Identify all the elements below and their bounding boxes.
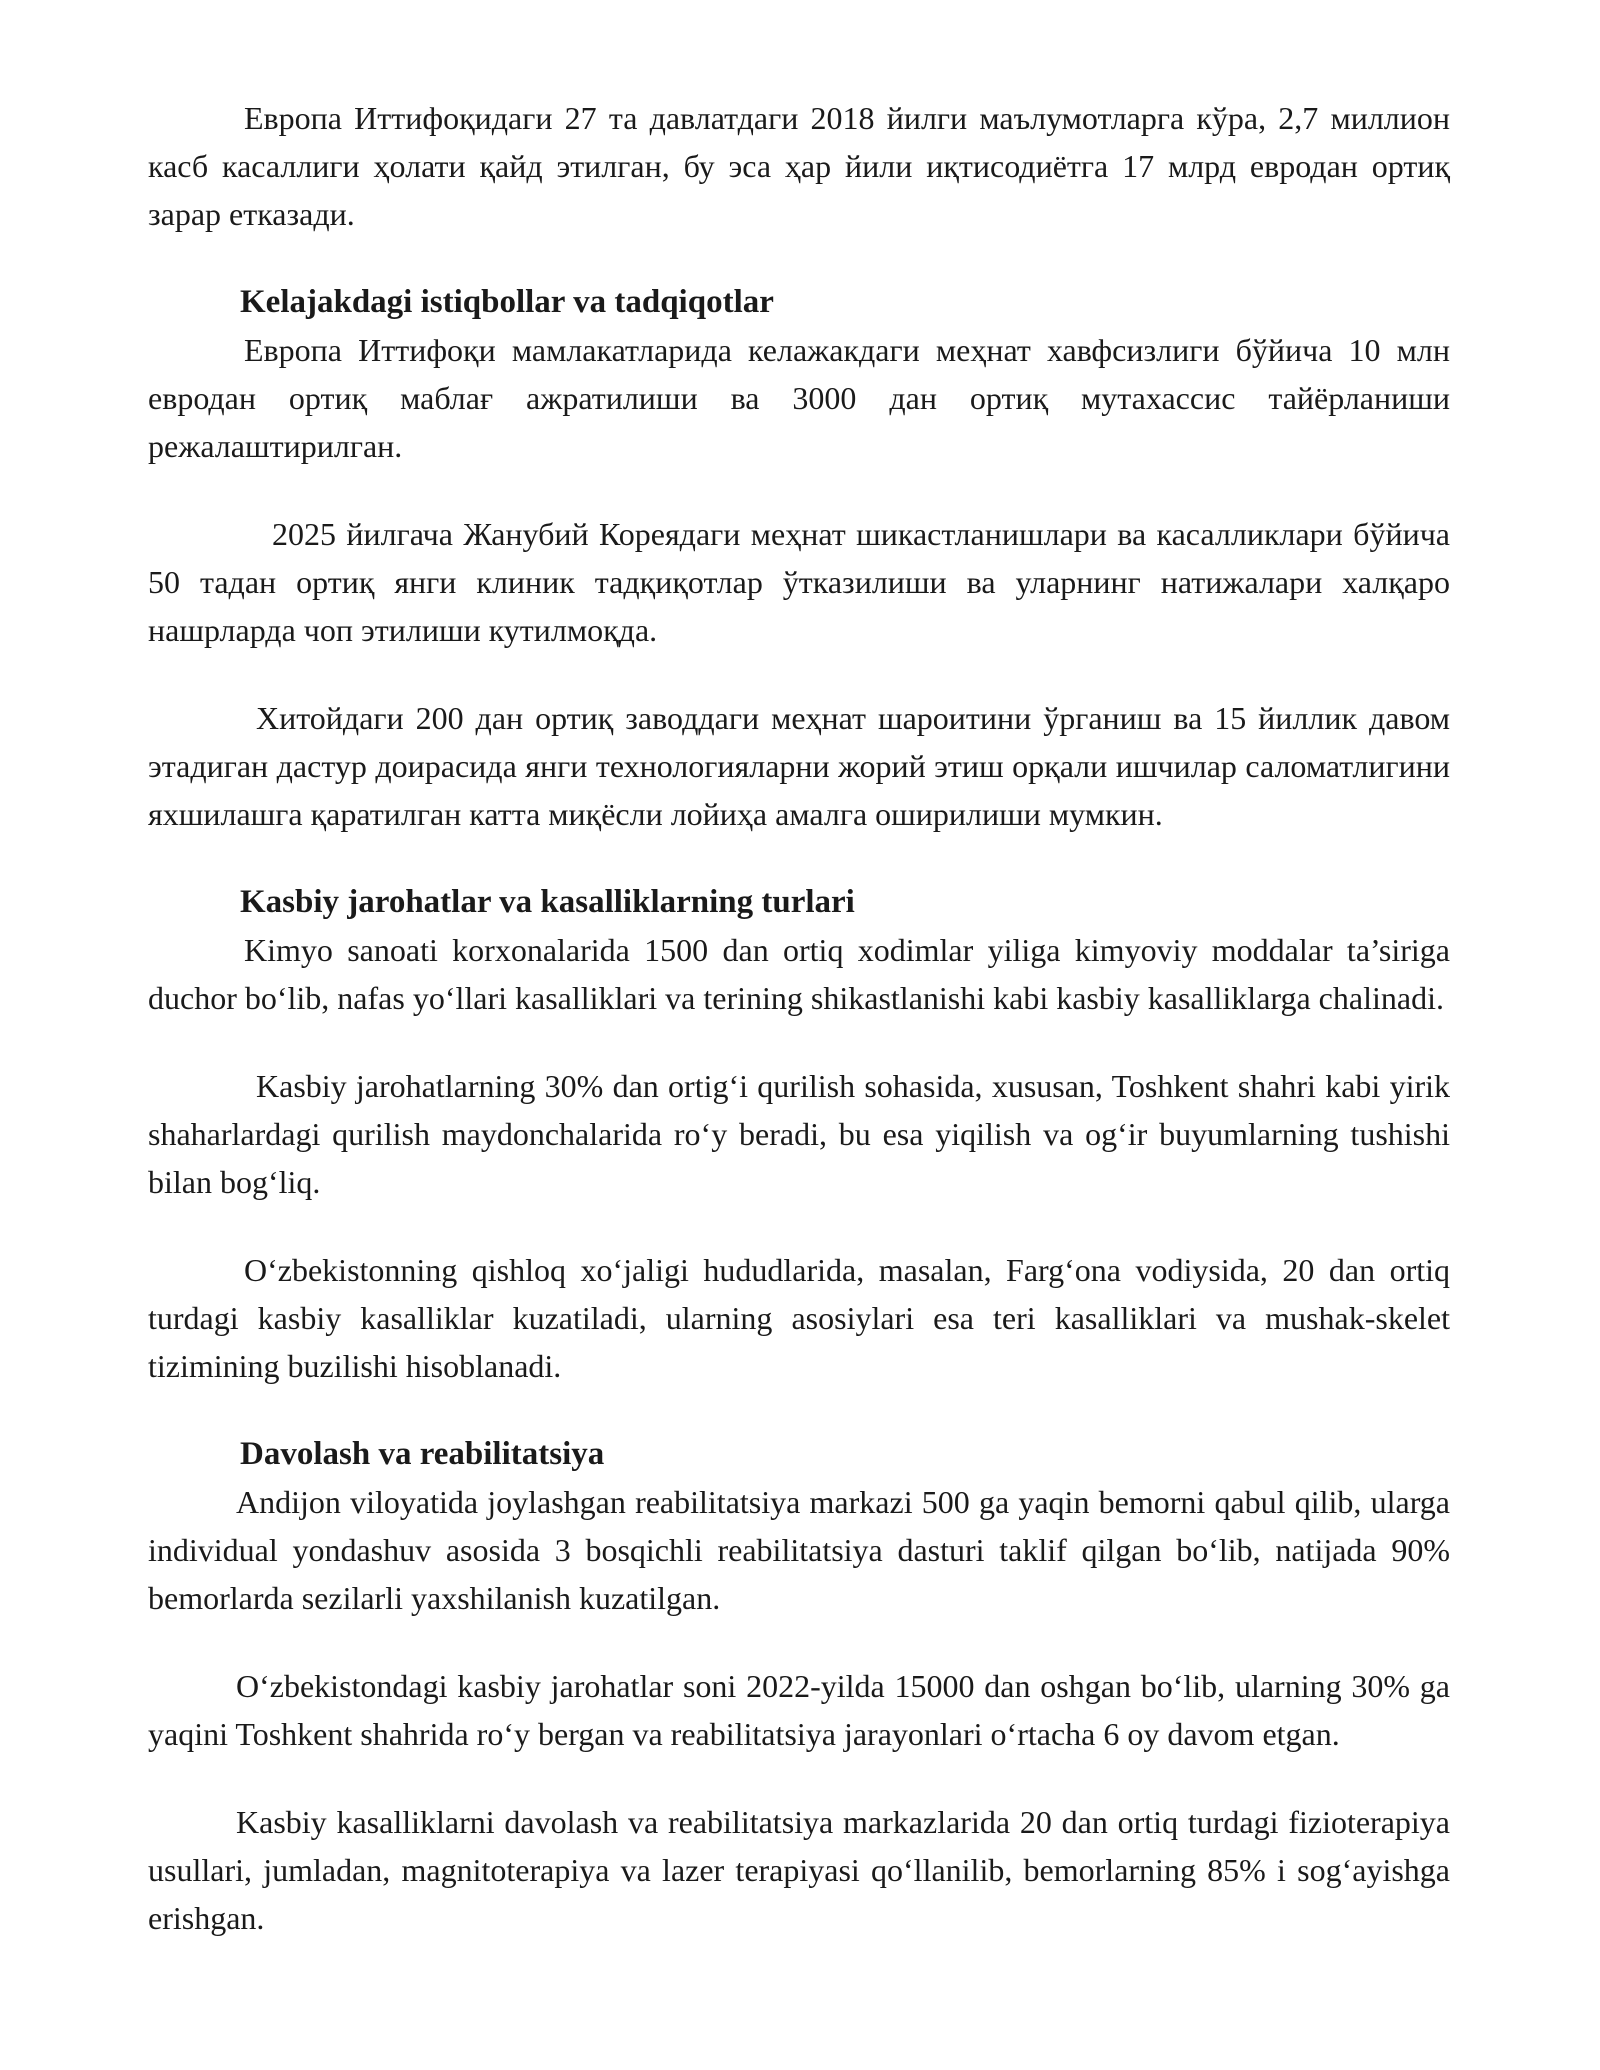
paragraph-korea-research: 2025 йилгача Жанубий Кореядаги меҳнат шикастланишлари ва касалликлари бўйича 50 тадан ортиқ янги клиник тадқиқотлар ўтказилиши ва уларнинг натижалари халқаро нашрларда чоп этилиши кутилмоқда. <box>148 516 1450 648</box>
paragraph-agriculture-diseases: O‘zbekistonning qishloq xo‘jaligi hududlarida, masalan, Farg‘ona vodiysida, 20 dan ortiq turdagi kasbiy kasalliklar kuzatiladi, ularning asosiylari esa teri kasalliklari va mushak-skelet tizimining buzilishi hisoblanadi. <box>148 1252 1450 1384</box>
paragraph-chemical-industry: Kimyo sanoati korxonalarida 1500 dan ortiq xodimlar yiliga kimyoviy moddalar ta’siriga duchor bo‘lib, nafas yo‘llari kasalliklari va terining shikastlanishi kabi kasbiy kasalliklarga chalinadi. <box>148 932 1450 1016</box>
section-spacer <box>148 1390 1450 1430</box>
paragraph-uzbekistan-injuries: O‘zbekistondagi kasbiy jarohatlar soni 2022-yilda 15000 dan oshgan bo‘lib, ularning 30% ga yaqini Toshkent shahrida ro‘y bergan va reabilitatsiya jarayonlari o‘rtacha 6 oy davom etgan. <box>148 1668 1450 1752</box>
paragraph-construction-injuries: Kasbiy jarohatlarning 30% dan ortig‘i qurilish sohasida, xususan, Toshkent shahri kabi yirik shaharlardagi qurilish maydonchalarida ro‘y beradi, bu esa yiqilish va og‘ir buyumlarning tushishi bilan bog‘liq. <box>148 1068 1450 1200</box>
section-heading-treatment: Davolash va reabilitatsiya <box>240 1436 605 1472</box>
paragraph-china-factories: Хитойдаги 200 дан ортиқ заводдаги меҳнат шароитини ўрганиш ва 15 йиллик давом этадиган дастур доирасида янги технологияларни жорий этиш орқали ишчилар саломатлигини яхшилашга қаратилган катта миқёсли лойиҳа амалга оширилиши мумкин. <box>148 700 1450 832</box>
section-heading-future-prospects: Kelajakdagi istiqbollar va tadqiqotlar <box>240 284 774 320</box>
document-page <box>148 94 1450 1942</box>
section-spacer <box>148 838 1450 878</box>
paragraph-eu-funding: Европа Иттифоқи мамлакатларида келажакдаги меҳнат хавфсизлиги бўйича 10 млн евродан ортиқ маблағ ажратилиши ва 3000 дан ортиқ мутахассис тайёрланиши режалаштирилган. <box>148 332 1450 464</box>
section-heading-injury-types: Kasbiy jarohatlar va kasalliklarning turlari <box>240 884 855 920</box>
paragraph-andijan-center: Andijon viloyatida joylashgan reabilitatsiya markazi 500 ga yaqin bemorni qabul qilib, ularga individual yondashuv asosida 3 bosqichli reabilitatsiya dasturi taklif qilgan bo‘lib, natijada 90% bemorlarda sezilarli yaxshilanish kuzatilgan. <box>148 1484 1450 1616</box>
paragraph-eu-statistics: Европа Иттифоқидаги 27 та давлатдаги 2018 йилги маълумотларга кўра, 2,7 миллион касб касаллиги ҳолати қайд этилган, бу эса ҳар йили иқтисодиётга 17 млрд евродан ортиқ зарар етказади. <box>148 100 1450 232</box>
paragraph-physiotherapy: Kasbiy kasalliklarni davolash va reabilitatsiya markazlarida 20 dan ortiq turdagi fizioterapiya usullari, jumladan, magnitoterapiya va lazer terapiyasi qo‘llanilib, bemorlarning 85% i sog‘ayishga erishgan. <box>148 1804 1450 1936</box>
